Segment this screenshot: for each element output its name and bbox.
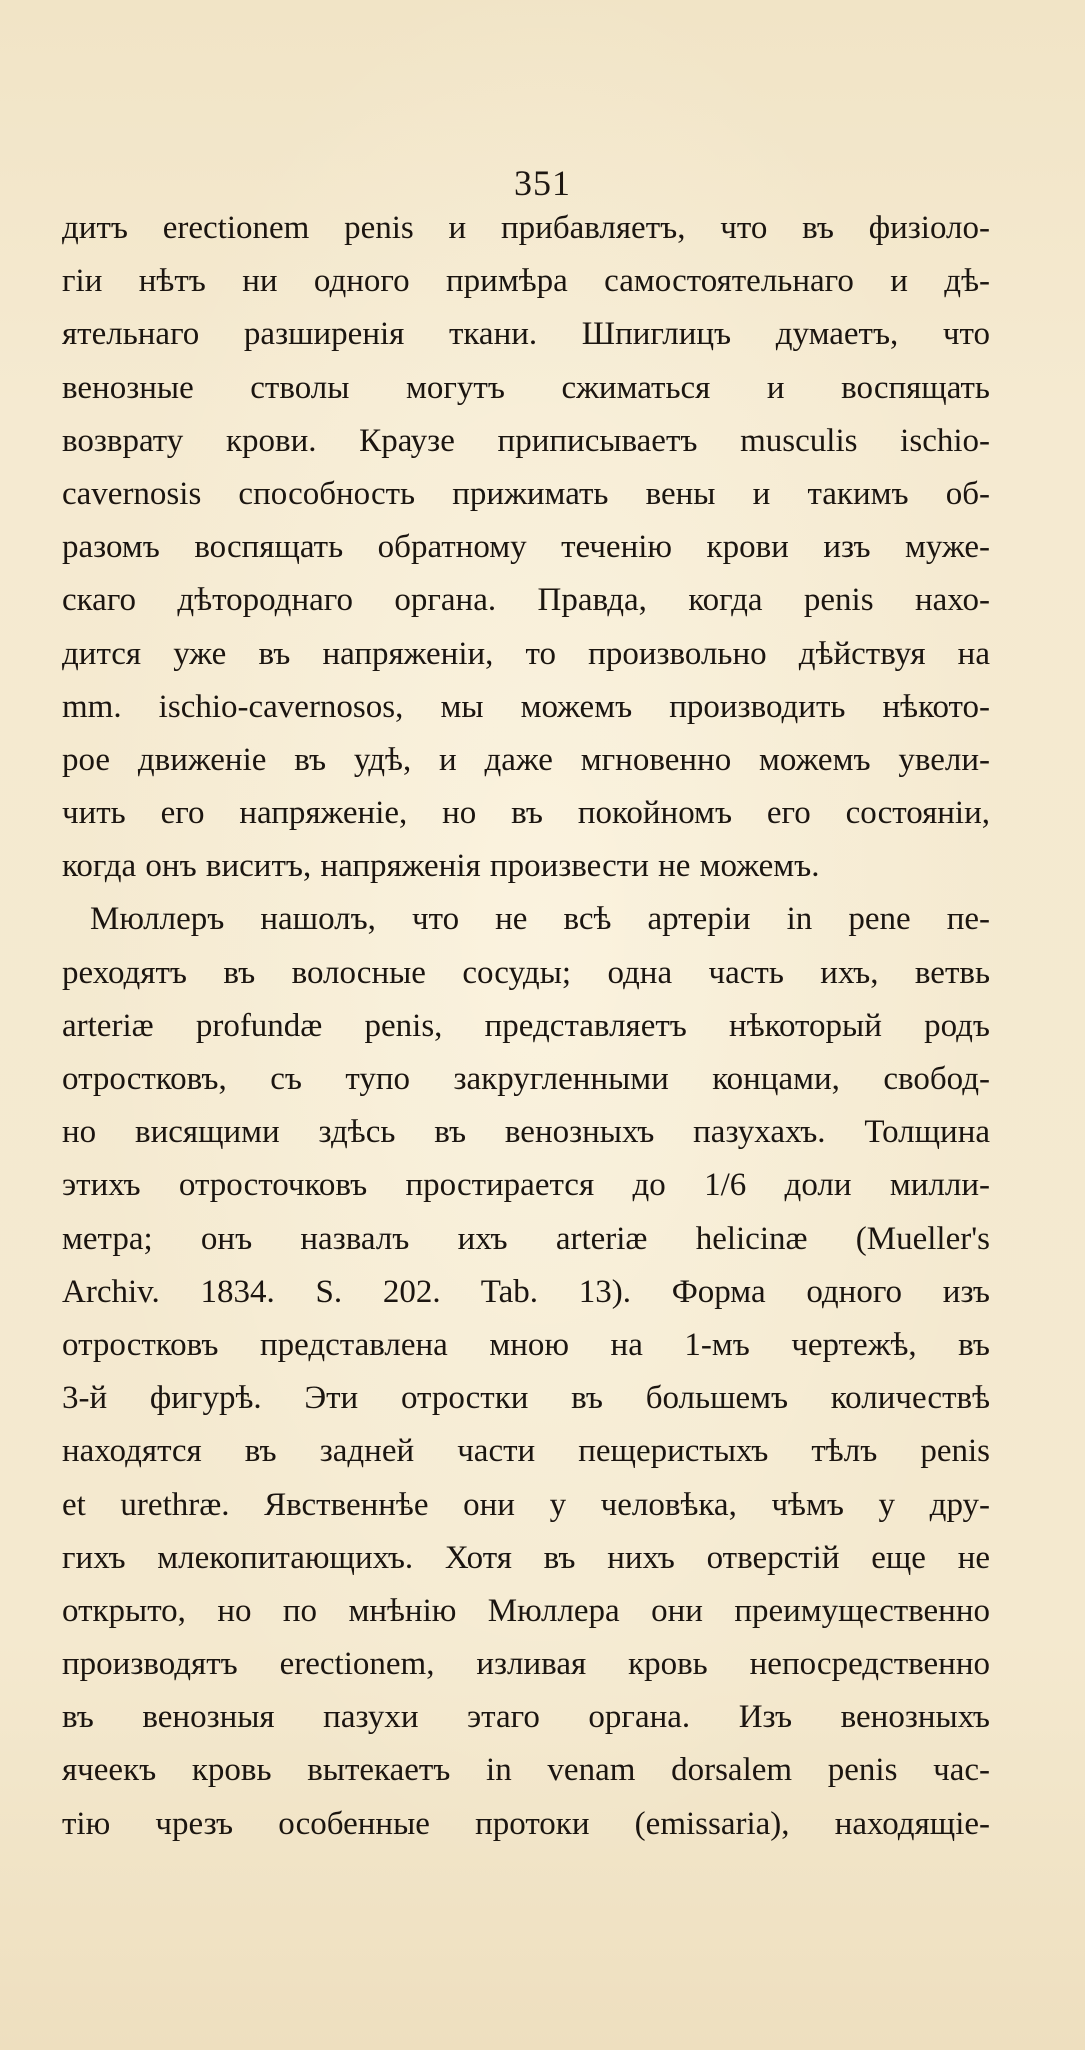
text-line: отростковъ представлена мною на 1-мъ чертежѣ, въ	[62, 1326, 990, 1363]
text-line: arteriæ profundæ penis, представляетъ нѣкоторый родъ	[62, 1007, 990, 1044]
text-line: чить его напряженіе, но въ покойномъ его состояніи,	[62, 795, 990, 832]
text-line: тію чрезъ особенные протоки (emissaria), находящіе-	[62, 1805, 990, 1842]
text-line: реходятъ въ волосные сосуды; одна часть ихъ, ветвь	[62, 954, 990, 991]
text-line: ятельнаго разширенія ткани. Шпиглицъ думаетъ, что	[62, 316, 990, 353]
text-line: отростковъ, съ тупо закругленными концами, свобод-	[62, 1061, 990, 1097]
text-line: cavernosis способность прижимать вены и такимъ об-	[62, 475, 990, 512]
text-line: et urethræ. Явственнѣе они у человѣка, чѣмъ у дру-	[62, 1486, 990, 1523]
text-line: гіи нѣтъ ни одного примѣра самостоятельнаго и дѣ-	[62, 263, 990, 300]
text-line: ячеекъ кровь вытекаетъ in venam dorsalem penis час-	[62, 1752, 990, 1789]
body-text	[62, 202, 990, 1851]
text-line: этихъ отросточковъ простирается до 1/6 доли милли-	[62, 1167, 990, 1204]
text-line: открыто, но по мнѣнію Мюллера они преимущественно	[62, 1592, 990, 1629]
text-line: въ венозныя пазухи этаго органа. Изъ венозныхъ	[62, 1699, 990, 1736]
text-line: венозные стволы могутъ сжиматься и воспящать	[62, 369, 990, 406]
text-line: рое движеніе въ удѣ, и даже мгновенно можемъ увели-	[62, 741, 990, 778]
text-line: но висящими здѣсь въ венозныхъ пазухахъ. Толщина	[62, 1114, 990, 1151]
text-line: скаго дѣтороднаго органа. Правда, когда penis нахо-	[62, 582, 990, 619]
text-line: mm. ischio-cavernosos, мы можемъ производить нѣкото-	[62, 688, 990, 725]
paragraph-start-line: Мюллеръ нашолъ, что не всѣ артеріи in pene пе-	[90, 901, 990, 938]
text-line: 3-й фигурѣ. Эти отростки въ большемъ количествѣ	[62, 1380, 990, 1417]
text-line: дитъ erectionem penis и прибавляетъ, что въ физіоло-	[62, 210, 990, 246]
text-line: Archiv. 1834. S. 202. Tab. 13). Форма одного изъ	[62, 1273, 990, 1310]
page-number: 351	[514, 163, 571, 203]
text-line: гихъ млекопитающихъ. Хотя въ нихъ отверстій еще не	[62, 1539, 990, 1576]
text-line: разомъ воспящать обратному теченію крови изъ муже-	[62, 529, 990, 566]
text-line: дится уже въ напряженіи, то произвольно дѣйствуя на	[62, 635, 990, 672]
text-line: находятся въ задней части пещеристыхъ тѣлъ penis	[62, 1433, 990, 1470]
paragraph-end-line: когда онъ виситъ, напряженія произвести не можемъ.	[62, 848, 820, 885]
text-line: производятъ erectionem, изливая кровь непосредственно	[62, 1646, 990, 1683]
text-line: метра; онъ назвалъ ихъ arteriæ helicinæ (Mueller's	[62, 1220, 990, 1257]
text-line: возврату крови. Краузе приписываетъ musculis ischio-	[62, 422, 990, 459]
